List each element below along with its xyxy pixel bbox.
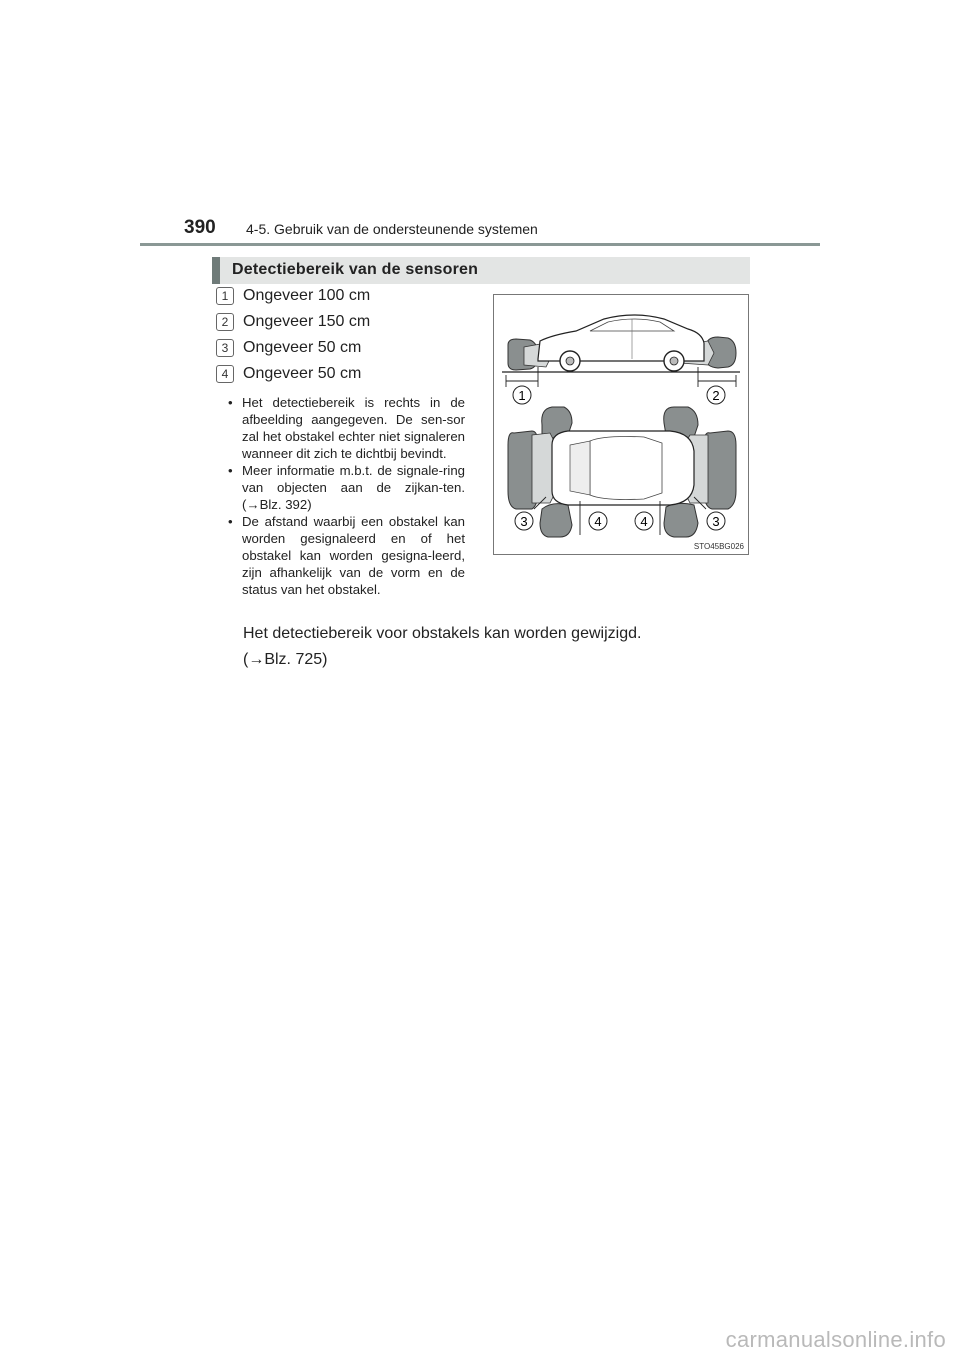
body-paragraph: Het detectiebereik voor obstakels kan worden gewijzigd. bbox=[243, 625, 642, 642]
range-label: Ongeveer 150 cm bbox=[243, 313, 371, 330]
sensor-range-figure bbox=[493, 294, 749, 555]
range-number-badge: 1 bbox=[216, 287, 234, 305]
callout-label: 4 bbox=[594, 514, 602, 529]
rear-center-detection-zone bbox=[704, 431, 736, 509]
front-wheel-hub bbox=[566, 357, 574, 365]
footer-watermark: carmanualsonline.info bbox=[725, 1327, 946, 1352]
car-roof bbox=[590, 437, 662, 500]
section-title: Detectiebereik van de sensoren bbox=[232, 261, 479, 278]
rear-wheel-hub bbox=[670, 357, 678, 365]
front-corner-detection-zone bbox=[540, 504, 572, 537]
sensor-range-diagram bbox=[494, 295, 748, 554]
note-item: • De afstand waarbij een obstakel kan worden gesignaleerd en of het obstakel kan worden gesigna-leerd, zijn afhankelijk van de vorm en de status van het obstakel. bbox=[225, 513, 465, 598]
page-number: 390 bbox=[184, 217, 216, 238]
callout-label: 4 bbox=[640, 514, 648, 529]
section-heading-bar bbox=[212, 257, 750, 284]
callout-label: 1 bbox=[518, 388, 526, 403]
range-label: Ongeveer 100 cm bbox=[243, 287, 371, 304]
header-rule bbox=[140, 243, 820, 246]
range-label: Ongeveer 50 cm bbox=[243, 365, 362, 382]
range-number-badge: 4 bbox=[216, 365, 234, 383]
rear-corner-detection-zone bbox=[664, 503, 698, 537]
figure-code: STO45BG026 bbox=[693, 542, 744, 551]
car-windshield bbox=[570, 441, 590, 495]
callout-label: 3 bbox=[520, 514, 528, 529]
notes-list bbox=[225, 394, 465, 598]
chapter-title: 4-5. Gebruik van de ondersteunende systemen bbox=[246, 221, 538, 237]
page-reference: (→Blz. 725) bbox=[243, 651, 328, 668]
range-number-badge: 2 bbox=[216, 313, 234, 331]
range-number-badge: 3 bbox=[216, 339, 234, 357]
callout-label: 2 bbox=[712, 388, 720, 403]
note-item: • Meer informatie m.b.t. de signale-ring van objecten aan de zijkan-ten. (→Blz. 392) bbox=[225, 462, 465, 513]
note-item: • Het detectiebereik is rechts in de afbeelding aangegeven. De sen-sor zal het obstakel echter niet signaleren wanneer dit zich te dichtbij bevindt. bbox=[225, 394, 465, 462]
range-label: Ongeveer 50 cm bbox=[243, 339, 362, 356]
callout-label: 3 bbox=[712, 514, 720, 529]
